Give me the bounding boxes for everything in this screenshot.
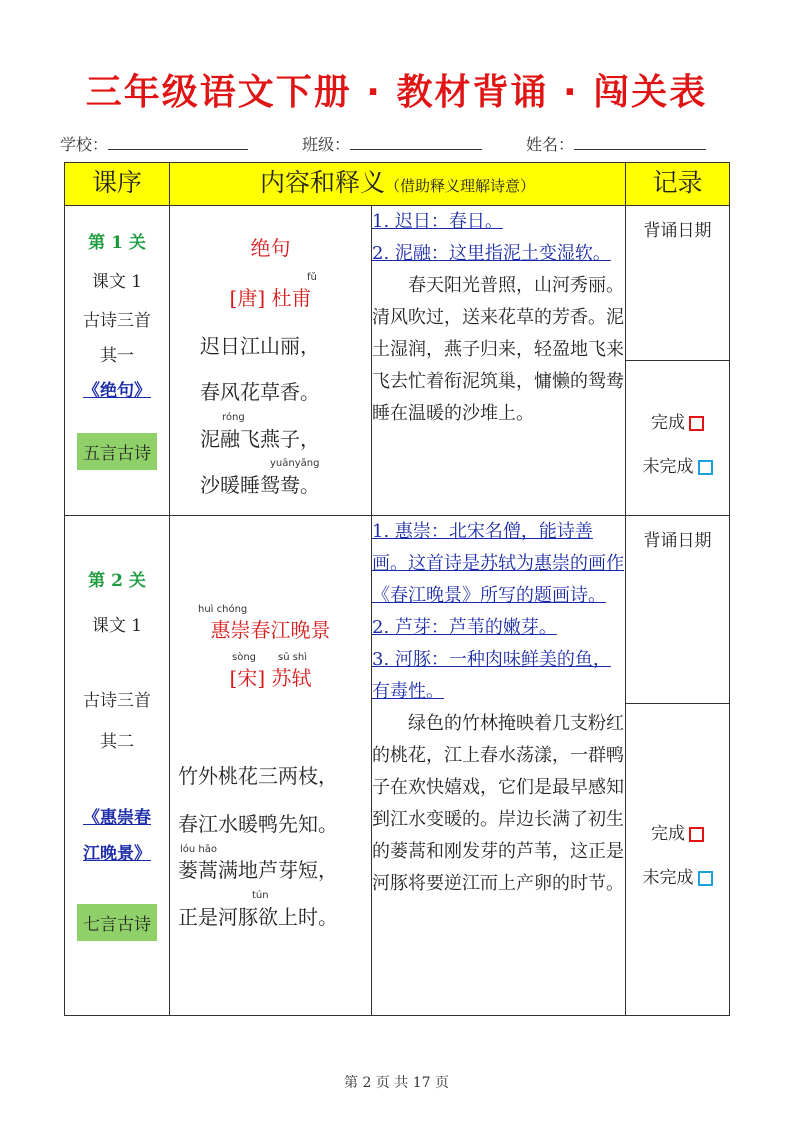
- header-lesson: 课序: [65, 163, 170, 206]
- undone-label: 未完成: [642, 457, 694, 477]
- note-item: 2. 泥融：这里指泥土变湿软。: [372, 243, 611, 264]
- done-checkbox[interactable]: [689, 416, 704, 431]
- school-label: 学校：: [60, 135, 109, 154]
- pinyin-rong: róng: [222, 412, 245, 423]
- poem-line: 正是河豚欲上时。: [178, 905, 338, 929]
- poem-line: 沙暖睡鸳鸯。: [200, 473, 320, 497]
- table-row: [65, 206, 730, 516]
- translation-text: 春天阳光普照，山河秀丽。清风吹过，送来花草的芳香。泥土湿润，燕子归来，轻盈地飞来飞去忙着衔泥筑巢，慵懒的鸳鸯睡在温暖的沙堆上。: [372, 275, 624, 424]
- poem-line: 迟日江山丽，: [200, 334, 320, 358]
- undone-checkbox[interactable]: [698, 460, 713, 475]
- note-item: 1. 惠崇：北宋名僧，能诗善画。这首诗是苏轼为惠崇的画作《春江晚景》所写的题画诗。: [372, 521, 624, 606]
- pinyin-yuanyang: yuānyāng: [270, 458, 320, 469]
- poem-cell: [170, 516, 372, 1016]
- header-content-sub: （借助释义理解诗意）: [385, 177, 536, 195]
- note-item: 3. 河豚：一种肉味鲜美的鱼，有毒性。: [372, 649, 611, 702]
- record-cell: [626, 516, 730, 1016]
- pinyin-huichong: huì chóng: [198, 604, 248, 615]
- class-blank[interactable]: [350, 136, 482, 150]
- name-blank[interactable]: [574, 136, 706, 150]
- header-content-main: 内容和释义: [259, 168, 385, 197]
- poem-title: 惠崇春江晚景: [210, 618, 331, 642]
- note-item: 2. 芦芽：芦苇的嫩芽。: [372, 617, 557, 638]
- undone-option[interactable]: [626, 445, 729, 489]
- pinyin-sushi: sū shì: [278, 652, 308, 663]
- done-checkbox[interactable]: [689, 827, 704, 842]
- record-cell: [626, 206, 730, 516]
- table-header-row: [65, 163, 730, 206]
- lesson-index: 其一: [100, 346, 134, 366]
- notes-cell: [372, 206, 626, 516]
- header-record: 记录: [626, 163, 730, 206]
- poem-cell: [170, 206, 372, 516]
- class-field[interactable]: [302, 132, 482, 155]
- lesson-group: 古诗三首: [83, 311, 151, 331]
- name-label: 姓名：: [526, 135, 575, 154]
- lesson-cell: [65, 516, 170, 1016]
- table-row: [65, 516, 730, 1016]
- poem-line: 蒌蒿满地芦芽短，: [178, 858, 338, 882]
- lesson-index: 其二: [100, 732, 134, 752]
- poem-author: [唐] 杜甫: [229, 286, 312, 310]
- poem-line: 春江水暖鸭先知。: [178, 812, 338, 836]
- lesson-group: 古诗三首: [83, 691, 151, 711]
- pinyin-fu: fǔ: [307, 272, 317, 283]
- poem-line: 泥融飞燕子，: [200, 427, 320, 451]
- undone-checkbox[interactable]: [698, 871, 713, 886]
- lesson-number: 课文 1: [91, 272, 143, 292]
- header-content: [170, 163, 626, 206]
- recitation-table: [64, 162, 730, 1016]
- done-option[interactable]: [626, 812, 729, 856]
- notes-cell: [372, 516, 626, 1016]
- poem-link[interactable]: 《绝句》: [83, 381, 151, 401]
- translation-text: 绿色的竹林掩映着几支粉红的桃花，江上春水荡漾，一群鸭子在欢快嬉戏，它们是最早感知到江水变暖的。岸边长满了初生的蒌蒿和刚发芽的芦苇，这正是河豚将要逆江而上产卵的时节。: [372, 713, 624, 894]
- poem-line: 春风花草香。: [200, 380, 320, 404]
- school-field[interactable]: [60, 132, 248, 155]
- note-item: 1. 迟日：春日。: [372, 211, 503, 232]
- level-label: 第 2 关: [88, 571, 146, 591]
- done-option[interactable]: [626, 401, 729, 445]
- poem-line: 竹外桃花三两枝，: [178, 764, 338, 788]
- name-field[interactable]: [526, 132, 706, 155]
- class-label: 班级：: [302, 135, 351, 154]
- pinyin-louhao: lóu hāo: [180, 844, 217, 855]
- lesson-number: 课文 1: [91, 616, 143, 636]
- poem-title: 绝句: [250, 236, 291, 260]
- recite-date[interactable]: 背诵日期: [626, 516, 729, 704]
- lesson-cell: [65, 206, 170, 516]
- undone-label: 未完成: [642, 868, 694, 888]
- poem-author: [宋] 苏轼: [229, 666, 312, 690]
- school-blank[interactable]: [108, 136, 248, 150]
- pinyin-tun: tún: [252, 890, 269, 901]
- poem-link[interactable]: 《惠崇春江晚景》: [83, 808, 151, 864]
- level-label: 第 1 关: [88, 233, 146, 253]
- recite-date[interactable]: 背诵日期: [626, 206, 729, 361]
- undone-option[interactable]: [626, 856, 729, 900]
- genre-badge: 五言古诗: [77, 433, 157, 470]
- done-label: 完成: [651, 413, 685, 433]
- pinyin-song: sòng: [232, 652, 257, 663]
- page-title: 三年级语文下册 · 教材背诵 · 闯关表: [85, 72, 708, 113]
- done-label: 完成: [651, 824, 685, 844]
- page-footer: 第 2 页 共 17 页: [344, 1075, 449, 1091]
- genre-badge: 七言古诗: [77, 904, 157, 941]
